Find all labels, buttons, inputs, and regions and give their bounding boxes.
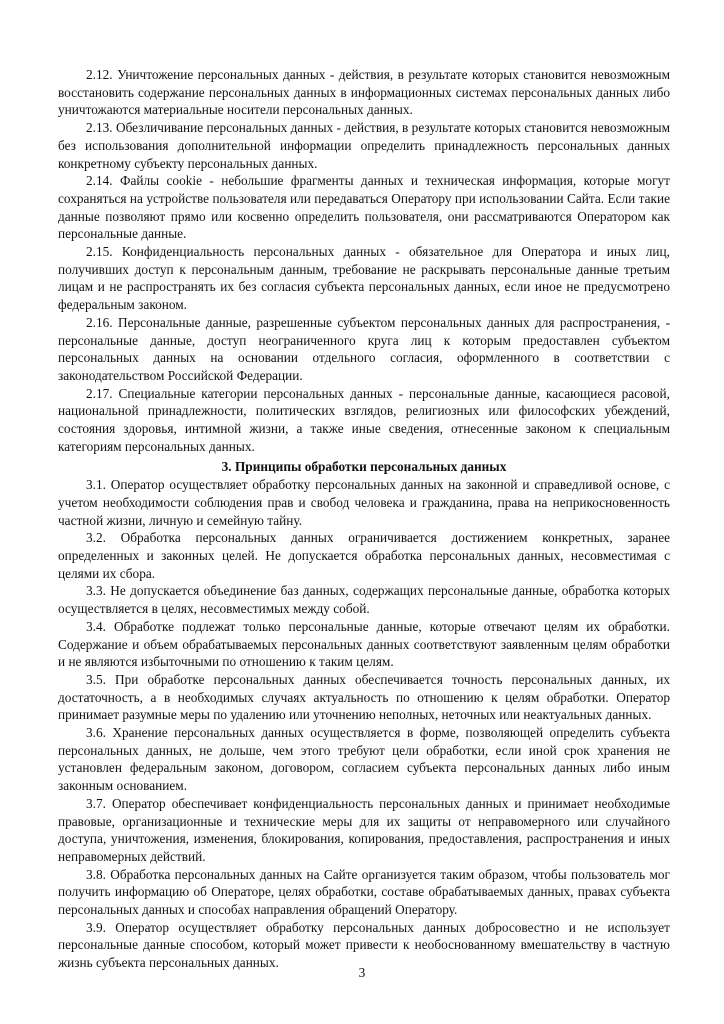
paragraph-3-3: 3.3. Не допускается объединение баз данных, содержащих персональные данные, обработка которых осуществляется в целях, несовместимых между собой.: [58, 583, 670, 617]
paragraph-2-14: 2.14. Файлы cookie - небольшие фрагменты данных и техническая информация, которые могут сохраняться на устройстве пользователя или передаваться Оператору при использовании Сайта. Если такие данные позволяют прямо или косвенно определить пользователя, они рассматриваются Оператором как персональные данные.: [58, 173, 670, 242]
paragraph-3-2: 3.2. Обработка персональных данных ограничивается достижением конкретных, заранее определенных и законных целей. Не допускается обработка персональных данных, несовместимая с целями их сбора.: [58, 530, 670, 581]
paragraph-3-6: 3.6. Хранение персональных данных осуществляется в форме, позволяющей определить субъекта персональных данных, не дольше, чем этого требуют цели обработки, если иной срок хранения не установлен федеральным законом, договором, согласием субъекта персональных данных либо иным законным основанием.: [58, 725, 670, 794]
paragraph-2-16: 2.16. Персональные данные, разрешенные субъектом персональных данных для распространения, - персональные данные, доступ неограниченного круга лиц к которым предоставлен субъектом персональных данных на основании отдельного согласия, оформленного в соответствии с законодательством Российской Федерации.: [58, 314, 670, 383]
paragraph-3-5: 3.5. При обработке персональных данных обеспечивается точность персональных данных, их достаточность, а в необходимых случаях актуальность по отношению к целям обработки. Оператор принимает разумные меры по удалению или уточнению неполных, неточных или неактуальных данных.: [58, 671, 670, 723]
paragraph-3-9: 3.9. Оператор осуществляет обработку персональных данных добросовестно и не использует персональные данные способом, который может привести к необоснованному вмешательству в частную жизнь субъекта персональных данных.: [58, 919, 670, 971]
page-content: [58, 66, 670, 972]
paragraph-3-4: 3.4. Обработке подлежат только персональные данные, которые отвечают целям их обработки. Содержание и объем обрабатываемых персональных данных соответствуют заявленным целям обработки и не являются избыточными по отношению к таким целям.: [58, 618, 670, 670]
section-heading: 3. Принципы обработки персональных данных: [221, 459, 507, 475]
paragraph-3-7: 3.7. Оператор обеспечивает конфиденциальность персональных данных и принимает необходимые правовые, организационные и технические меры для их защиты от неправомерного или случайного доступа, уничтожения, изменения, блокирования, копирования, предоставления, распространения и иных неправомерных действий.: [58, 795, 670, 864]
page-number: 3: [358, 965, 366, 980]
paragraph-2-13: 2.13. Обезличивание персональных данных - действия, в результате которых становится невозможным без использования дополнительной информации определить принадлежность персональных данных конкретному субъекту персональных данных.: [58, 120, 670, 171]
paragraph-2-15: 2.15. Конфиденциальность персональных данных - обязательное для Оператора и иных лиц, получивших доступ к персональным данным, требование не раскрывать персональные данные третьим лицам и не распространять их без согласия субъекта персональных данных, если иное не предусмотрено федеральным законом.: [58, 244, 670, 313]
paragraph-2-17: 2.17. Специальные категории персональных данных - персональные данные, касающиеся расовой, национальной принадлежности, политических взглядов, религиозных или философских убеждений, состояния здоровья, интимной жизни, а также иные сведения, отнесенные законом к специальным категориям персональных данных.: [58, 385, 670, 454]
paragraph-3-1: 3.1. Оператор осуществляет обработку персональных данных на законной и справедливой основе, с учетом необходимости соблюдения прав и свобод человека и гражданина, права на неприкосновенность частной жизни, личную и семейную тайну.: [58, 477, 670, 528]
paragraph-2-12: 2.12. Уничтожение персональных данных - действия, в результате которых становится невозможным восстановить содержание персональных данных в информационных системах персональных данных либо уничтожаются материальные носители персональных данных.: [58, 67, 670, 118]
paragraph-3-8: 3.8. Обработка персональных данных на Сайте организуется таким образом, чтобы пользователь мог получить информацию об Операторе, целях обработки, составе обрабатываемых данных, правах субъекта персональных данных и способах направления обращений Оператору.: [58, 866, 670, 918]
